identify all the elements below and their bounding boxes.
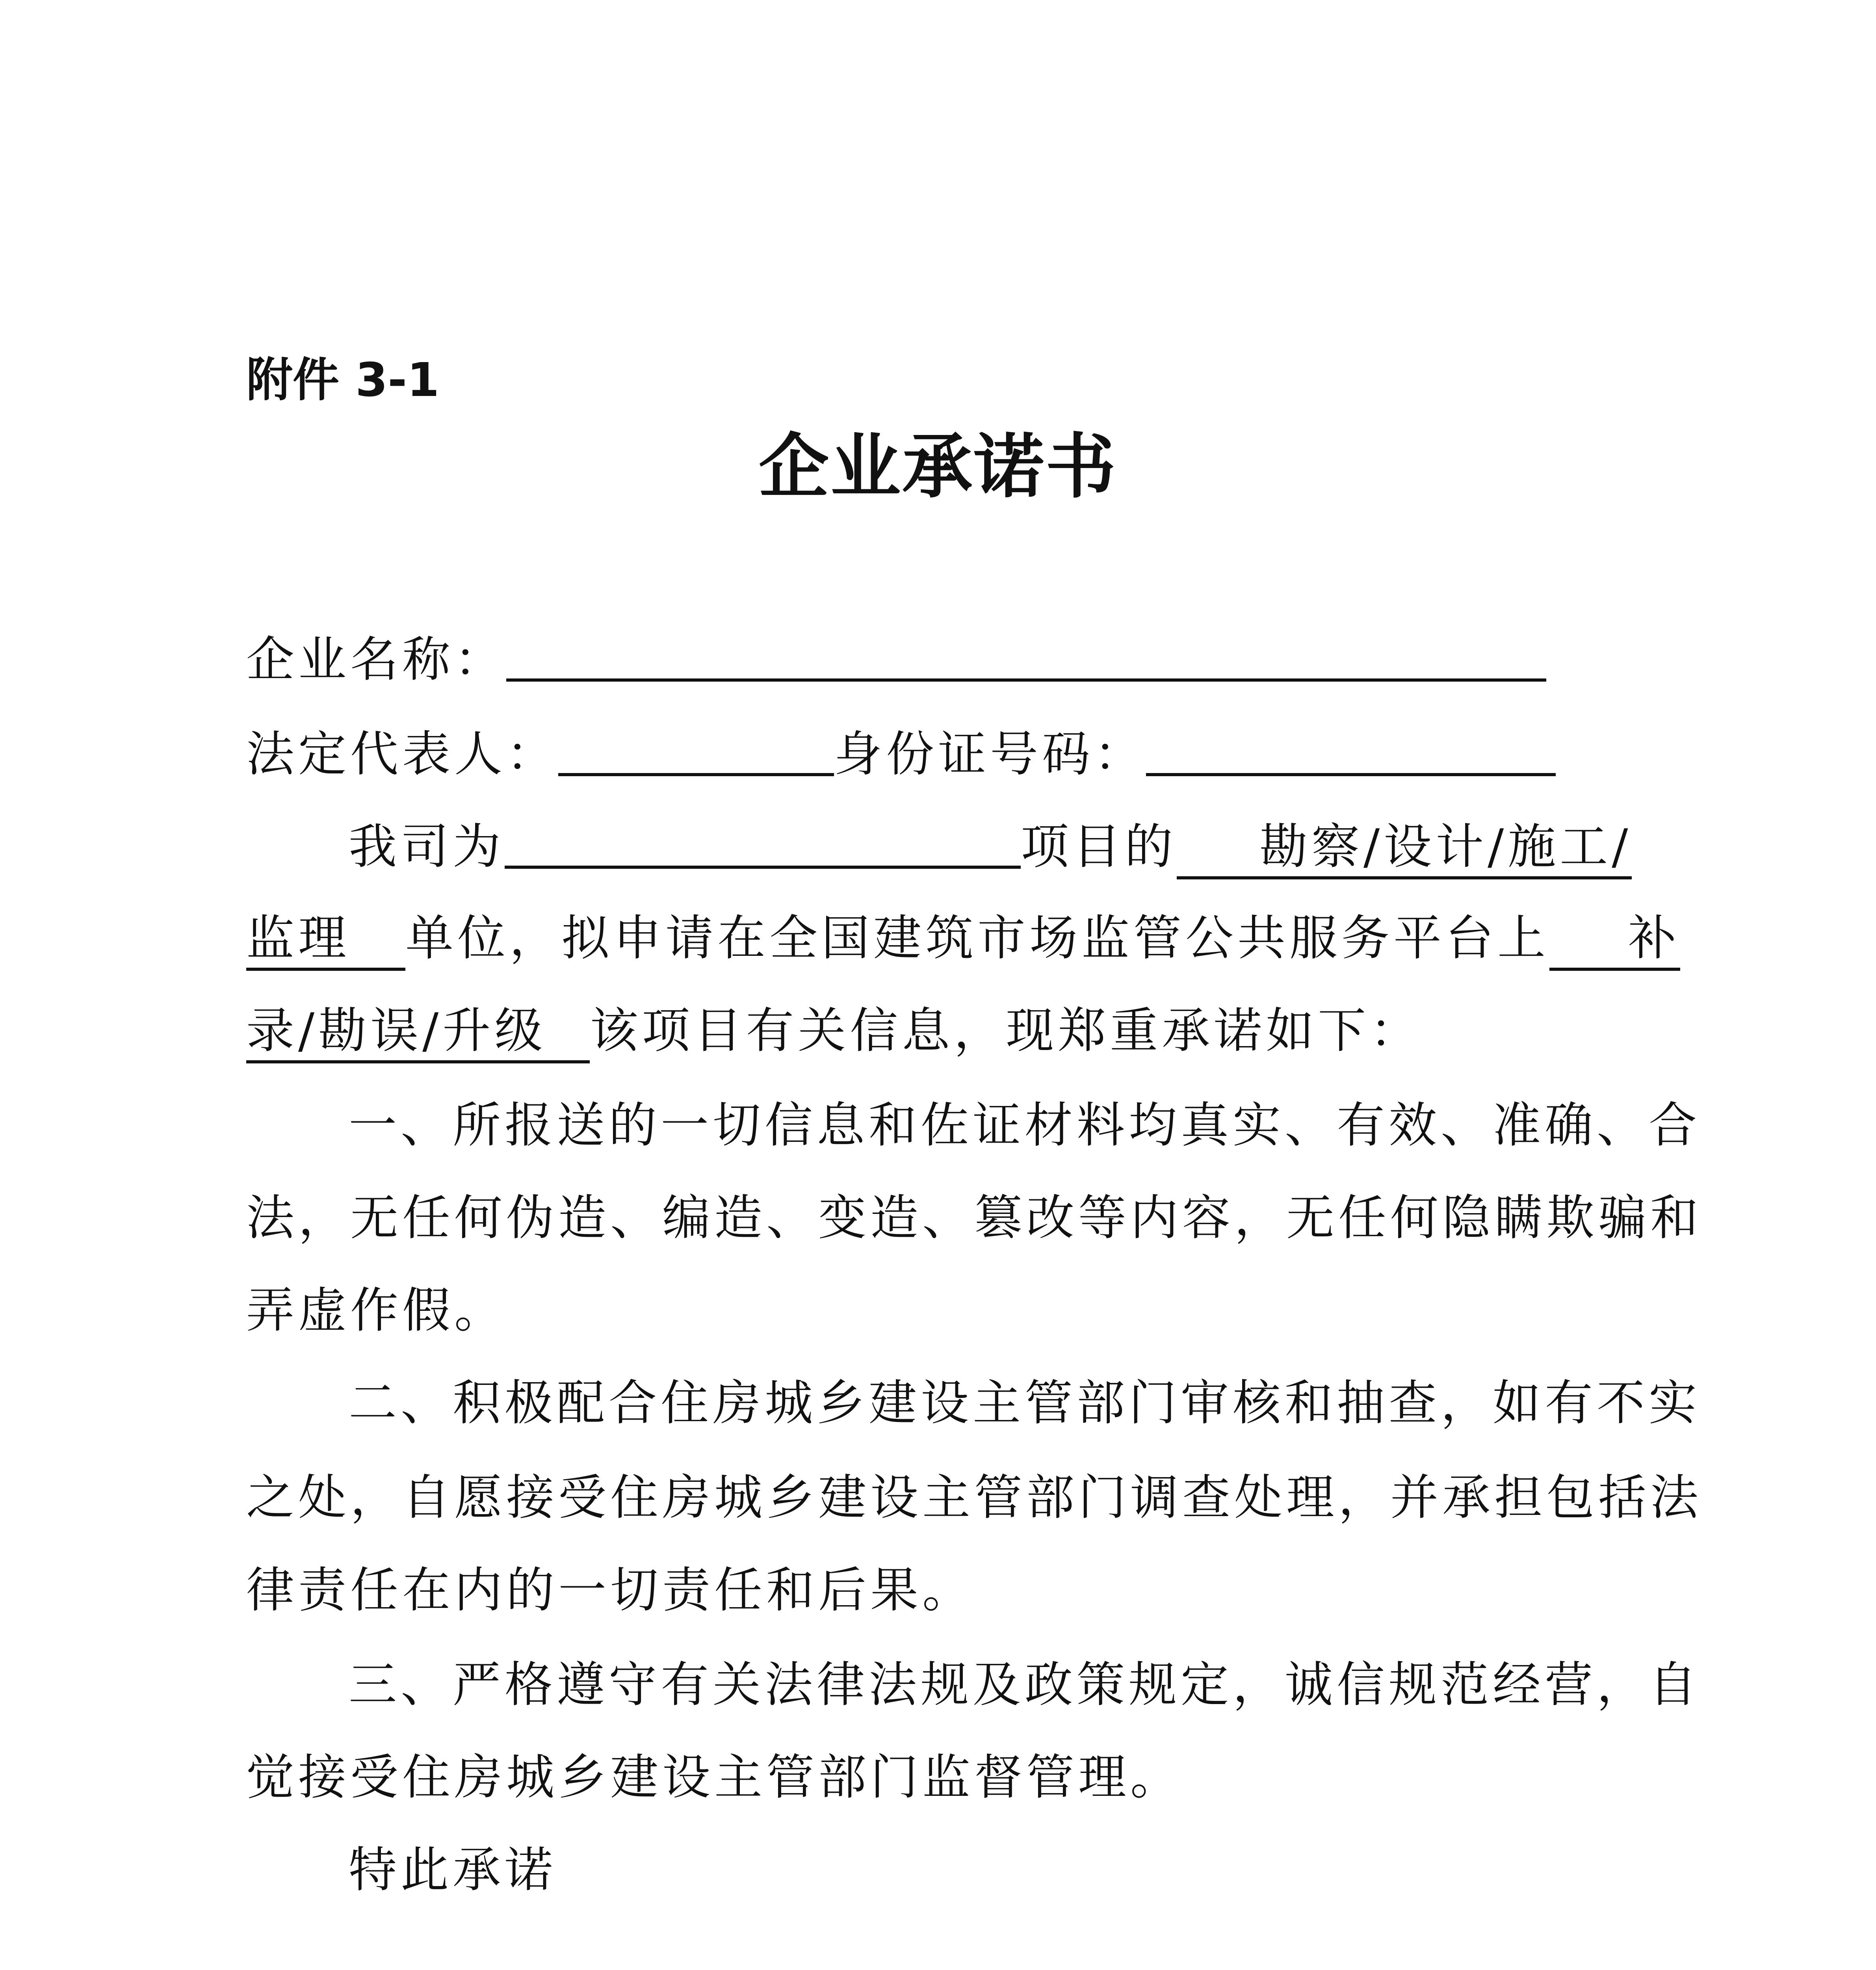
intro-line2-text: 单位，拟申请在全国建筑市场监管公共服务平台上 [405,910,1549,966]
intro-prefix: 我司为 [349,819,505,875]
legal-rep-row [246,726,1556,782]
clause-1-line-2: 法，无任何伪造、编造、变造、篡改等内容，无任何隐瞒欺骗和 [246,1190,1702,1246]
intro-mid: 项目的 [1021,819,1177,875]
clause-3-line-1: 三、严格遵守有关法律法规及政策规定，诚信规范经营，自 [349,1657,1701,1713]
intro-line-1 [349,819,1632,875]
closing-text: 特此承诺 [349,1842,557,1898]
intro-line3-text: 该项目有关信息，现郑重承诺如下： [590,1003,1422,1059]
clause-2-line-1: 二、积极配合住房城乡建设主管部门审核和抽查，如有不实 [349,1375,1701,1431]
clause-1-line-1: 一、所报送的一切信息和佐证材料均真实、有效、准确、合 [349,1097,1701,1153]
project-name-blank[interactable] [505,821,1021,869]
attachment-label: 附件 3-1 [246,353,440,407]
id-number-label: 身份证号码： [834,726,1146,782]
company-name-row [246,632,1546,688]
company-name-blank[interactable] [506,634,1546,682]
legal-rep-blank[interactable] [558,729,834,776]
clause-2-line-3: 律责任在内的一切责任和后果。 [246,1562,974,1618]
company-name-label: 企业名称： [246,632,506,688]
id-number-blank[interactable] [1146,729,1556,776]
action-fill-1: 补 [1549,910,1680,971]
clause-3-line-2: 觉接受住房城乡建设主管部门监督管理。 [246,1749,1182,1805]
clause-1-line-3: 弄虚作假。 [246,1282,506,1338]
intro-line-3 [246,1003,1422,1059]
role-fill-1: 勘察/设计/施工/ [1177,819,1632,879]
role-fill-2: 监理 [246,910,405,971]
action-fill-2: 录/勘误/升级 [246,1003,590,1063]
intro-line-2 [246,910,1680,966]
document-title: 企业承诺书 [759,425,1117,507]
clause-2-line-2: 之处，自愿接受住房城乡建设主管部门调查处理，并承担包括法 [246,1470,1702,1526]
legal-rep-label: 法定代表人： [246,726,558,782]
